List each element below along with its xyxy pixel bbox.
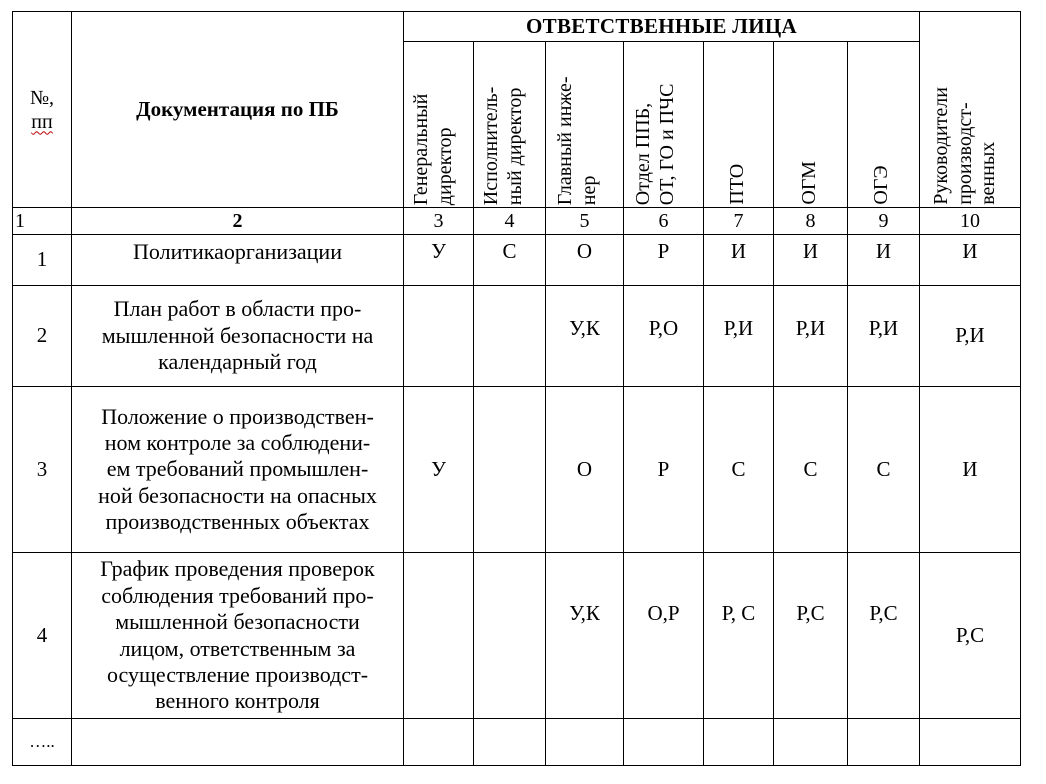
responsibility-cell: У,К <box>546 286 624 387</box>
table-row <box>13 235 1021 286</box>
responsibility-cell: И <box>848 235 920 286</box>
role-label-ogm: ОГМ <box>798 161 820 205</box>
document-name: График проведения проверок соблюдения требований про- мышленной безопасности лицом, ответственным за осуществление производст- венного контроля <box>72 553 404 719</box>
responsibility-matrix-table <box>12 11 1021 766</box>
role-header-safety-department <box>624 42 704 208</box>
role-label-production-managers: Руководители производст- венных <box>930 87 1000 205</box>
responsibility-cell: У <box>404 235 474 286</box>
column-number: 2 <box>72 208 404 235</box>
responsibility-cell: С <box>704 387 774 553</box>
responsibility-cell <box>848 719 920 766</box>
role-header-oge <box>848 42 920 208</box>
row-number: 3 <box>13 387 72 553</box>
column-number: 8 <box>774 208 848 235</box>
column-numbers-row <box>13 208 1021 235</box>
number-header-line1: №, <box>29 86 55 109</box>
responsibility-cell: С <box>474 235 546 286</box>
responsibility-cell: С <box>774 387 848 553</box>
responsibility-cell <box>474 387 546 553</box>
responsibility-cell <box>474 719 546 766</box>
responsibility-cell <box>704 719 774 766</box>
column-number: 7 <box>704 208 774 235</box>
responsibility-cell: Р,С <box>920 553 1021 719</box>
row-number: 2 <box>13 286 72 387</box>
responsibility-cell: Р,И <box>774 286 848 387</box>
role-header-executive-director <box>474 42 546 208</box>
document-name: Политикаорганизации <box>72 235 404 286</box>
document-name <box>72 719 404 766</box>
responsibility-cell: Р,С <box>774 553 848 719</box>
documentation-column-header: Документация по ПБ <box>72 12 404 208</box>
row-number: 1 <box>13 235 72 286</box>
header-row-group <box>13 12 1021 42</box>
role-label-pto: ПТО <box>726 164 748 205</box>
responsibility-cell: Р <box>624 235 704 286</box>
column-number: 1 <box>13 208 72 235</box>
responsibility-cell: О <box>546 235 624 286</box>
column-number: 3 <box>404 208 474 235</box>
responsibility-cell: Р, С <box>704 553 774 719</box>
responsibility-cell: У,К <box>546 553 624 719</box>
responsibility-cell <box>920 719 1021 766</box>
role-header-general-director <box>404 42 474 208</box>
document-name: Положение о производствен- ном контроле за соблюдени- ем требований промышлен- ной безопасности на опасных производственных объектах <box>72 387 404 553</box>
responsibility-cell: И <box>704 235 774 286</box>
role-header-pto <box>704 42 774 208</box>
column-number: 10 <box>920 208 1021 235</box>
role-label-general-director: Генеральный директор <box>410 93 456 205</box>
column-number: 5 <box>546 208 624 235</box>
role-header-ogm <box>774 42 848 208</box>
role-label-chief-engineer: Главный инже- нер <box>554 76 600 205</box>
responsibility-cell <box>474 286 546 387</box>
column-number: 4 <box>474 208 546 235</box>
responsibility-cell: Р <box>624 387 704 553</box>
table-row-continuation <box>13 719 1021 766</box>
row-number: 4 <box>13 553 72 719</box>
responsibility-cell <box>546 719 624 766</box>
role-header-chief-engineer <box>546 42 624 208</box>
responsibility-cell: И <box>774 235 848 286</box>
responsibility-cell: Р,И <box>704 286 774 387</box>
role-label-executive-director: Исполнитель- ный директор <box>480 86 526 205</box>
responsibility-cell: Р,И <box>920 286 1021 387</box>
responsibility-cell <box>404 286 474 387</box>
number-column-header <box>13 12 72 208</box>
responsibility-cell <box>774 719 848 766</box>
table-row <box>13 387 1021 553</box>
column-number: 9 <box>848 208 920 235</box>
responsibility-cell: С <box>848 387 920 553</box>
responsibility-cell <box>474 553 546 719</box>
responsibility-cell <box>624 719 704 766</box>
responsibility-cell: Р,С <box>848 553 920 719</box>
responsible-persons-header: ОТВЕТСТВЕННЫЕ ЛИЦА <box>404 12 920 42</box>
table-row <box>13 553 1021 719</box>
responsibility-cell: Р,О <box>624 286 704 387</box>
responsibility-cell: Р,И <box>848 286 920 387</box>
number-header-line2: пп <box>31 110 53 133</box>
responsibility-cell: И <box>920 235 1021 286</box>
responsibility-cell: У <box>404 387 474 553</box>
role-header-production-managers <box>920 12 1021 208</box>
role-label-safety-department: Отдел ППБ, ОТ, ГО и ПЧС <box>632 83 678 205</box>
row-number-ellipsis: ….. <box>13 719 72 766</box>
responsibility-cell: И <box>920 387 1021 553</box>
responsibility-cell <box>404 719 474 766</box>
role-label-oge: ОГЭ <box>870 165 892 205</box>
column-number: 6 <box>624 208 704 235</box>
document-name: План работ в области про- мышленной безопасности на календарный год <box>72 286 404 387</box>
responsibility-cell <box>404 553 474 719</box>
table-row <box>13 286 1021 387</box>
responsibility-cell: О <box>546 387 624 553</box>
responsibility-cell: О,Р <box>624 553 704 719</box>
